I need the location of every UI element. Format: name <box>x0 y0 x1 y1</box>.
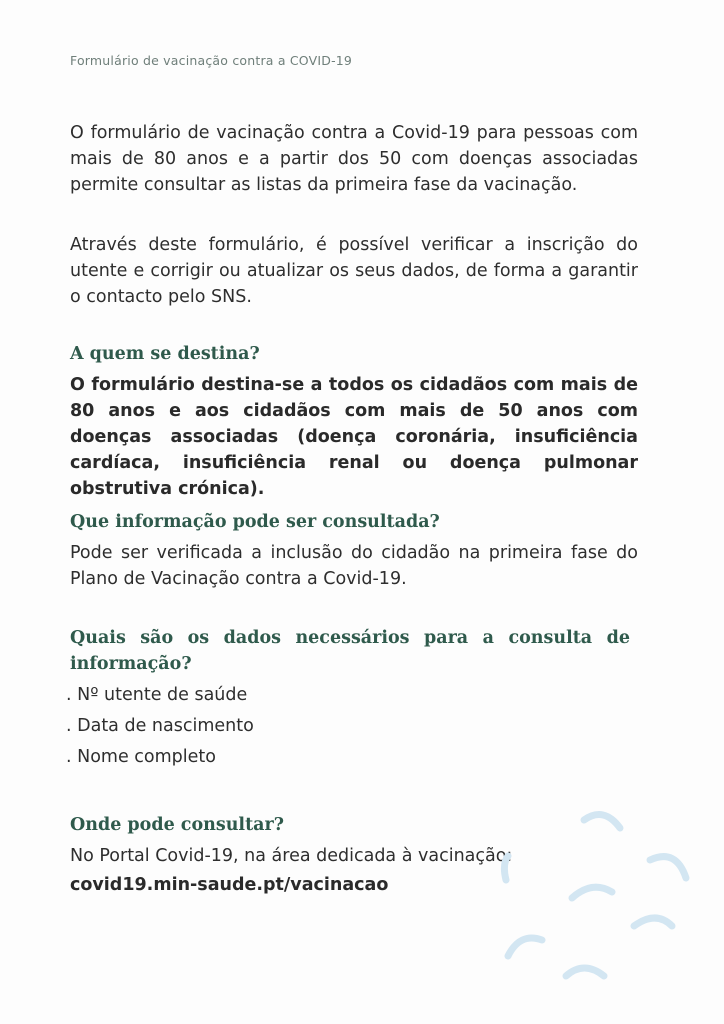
where-heading: Onde pode consultar? <box>70 815 284 835</box>
who-body: O formulário destina-se a todos os cidadãos com mais de 80 anos e aos cidadãos com mais de 50 anos com doenças associadas (doença coronária, insuficiência cardíaca, insuficiência renal ou doença pulmonar obstrutiva crónica). <box>70 375 638 499</box>
list-item: . Nº utente de saúde <box>66 685 248 705</box>
required-data-list <box>66 680 254 773</box>
portal-link[interactable]: covid19.min-saude.pt/vacinacao <box>70 875 389 895</box>
decorative-arcs <box>480 780 724 1024</box>
intro-paragraph-1: O formulário de vacinação contra a Covid-19 para pessoas com mais de 80 anos e a partir dos 50 com doenças associadas permite consultar as listas da primeira fase da vacinação. <box>70 123 638 195</box>
data-heading: Quais são os dados necessários para a consulta de informação? <box>70 628 630 674</box>
list-item: . Nome completo <box>66 747 216 767</box>
where-body: No Portal Covid-19, na área dedicada à vacinação: <box>70 846 513 866</box>
info-heading: Que informação pode ser consultada? <box>70 512 440 532</box>
intro-paragraph-2: Através deste formulário, é possível verificar a inscrição do utente e corrigir ou atualizar os seus dados, de forma a garantir o contacto pelo SNS. <box>70 235 638 307</box>
who-heading: A quem se destina? <box>70 344 260 364</box>
info-body: Pode ser verificada a inclusão do cidadão na primeira fase do Plano de Vacinação contra a Covid-19. <box>70 543 638 589</box>
list-item: . Data de nascimento <box>66 716 254 736</box>
page-header: Formulário de vacinação contra a COVID-19 <box>70 53 353 68</box>
